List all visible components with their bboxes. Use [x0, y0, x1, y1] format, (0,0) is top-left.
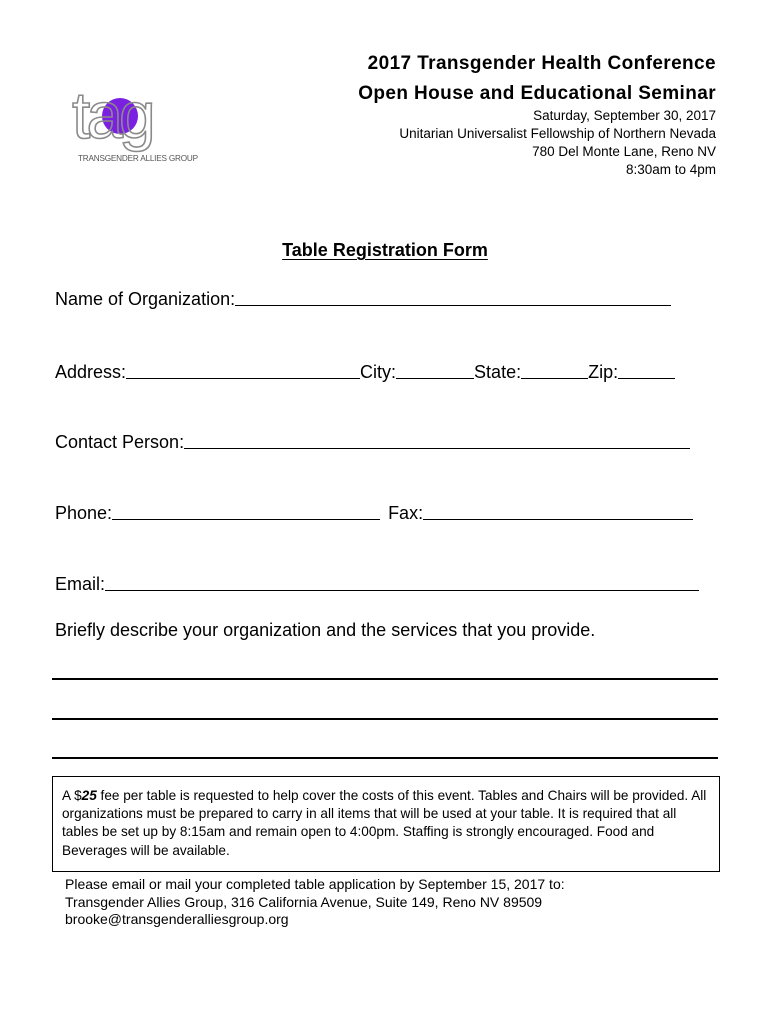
fee-amount: 25 [81, 788, 97, 803]
city-field[interactable] [396, 360, 474, 379]
conference-title: 2017 Transgender Health Conference [367, 53, 716, 74]
address-row [55, 360, 675, 383]
fee-prefix: A $ [62, 788, 82, 803]
mailing-email[interactable]: brooke@transgenderalliesgroup.org [65, 911, 289, 928]
logo-tagline: TRANSGENDER ALLIES GROUP [78, 154, 198, 163]
mailing-line-1: Please email or mail your completed table application by September 15, 2017 to: [65, 876, 565, 892]
contact-label: Contact Person: [55, 432, 185, 452]
mailing-instructions [65, 876, 565, 929]
address-field[interactable] [126, 360, 360, 379]
phone-field[interactable] [112, 501, 380, 520]
describe-line-1[interactable] [52, 678, 718, 680]
describe-line-2[interactable] [52, 718, 718, 720]
logo-text: tag [72, 82, 152, 152]
fax-field[interactable] [423, 501, 693, 520]
mailing-line-2: Transgender Allies Group, 316 California Avenue, Suite 149, Reno NV 89509 [65, 893, 543, 910]
email-label: Email: [55, 574, 106, 594]
zip-label: Zip: [588, 362, 619, 382]
contact-field[interactable] [184, 430, 690, 449]
form-title: Table Registration Form [282, 240, 488, 260]
organization-field[interactable] [235, 287, 671, 306]
state-field[interactable] [521, 360, 588, 379]
state-label: State: [474, 362, 522, 382]
email-field[interactable] [105, 572, 699, 591]
event-date: Saturday, September 30, 2017 [533, 108, 716, 123]
fee-notice-text: fee per table is requested to help cover the costs of this event. Tables and Chairs will be provided. All organizations must be prepared to carry in all items that will be used at your table. It is required that all tables be set up by 8:15am and remain open to 4:00pm. Staffing is strongly encouraged. Food and Beverages will be available. [62, 788, 707, 858]
city-label: City: [360, 362, 397, 382]
fax-label: Fax: [388, 503, 424, 523]
event-address: 780 Del Monte Lane, Reno NV [532, 144, 716, 159]
tag-logo-mark [72, 82, 194, 156]
event-venue: Unitarian Universalist Fellowship of Northern Nevada [399, 126, 716, 141]
organization-row [55, 287, 671, 310]
email-row [55, 572, 699, 595]
tag-logo [72, 82, 198, 168]
phone-label: Phone: [55, 503, 113, 523]
describe-prompt: Briefly describe your organization and the services that you provide. [55, 620, 596, 640]
describe-line-3[interactable] [52, 757, 718, 759]
event-time: 8:30am to 4pm [625, 162, 716, 177]
organization-label: Name of Organization: [55, 289, 236, 309]
zip-field[interactable] [618, 360, 675, 379]
contact-row [55, 430, 690, 453]
phone-fax-row [55, 501, 693, 524]
address-label: Address: [55, 362, 127, 382]
conference-subtitle: Open House and Educational Seminar [358, 83, 716, 104]
fee-notice-box [52, 776, 720, 872]
